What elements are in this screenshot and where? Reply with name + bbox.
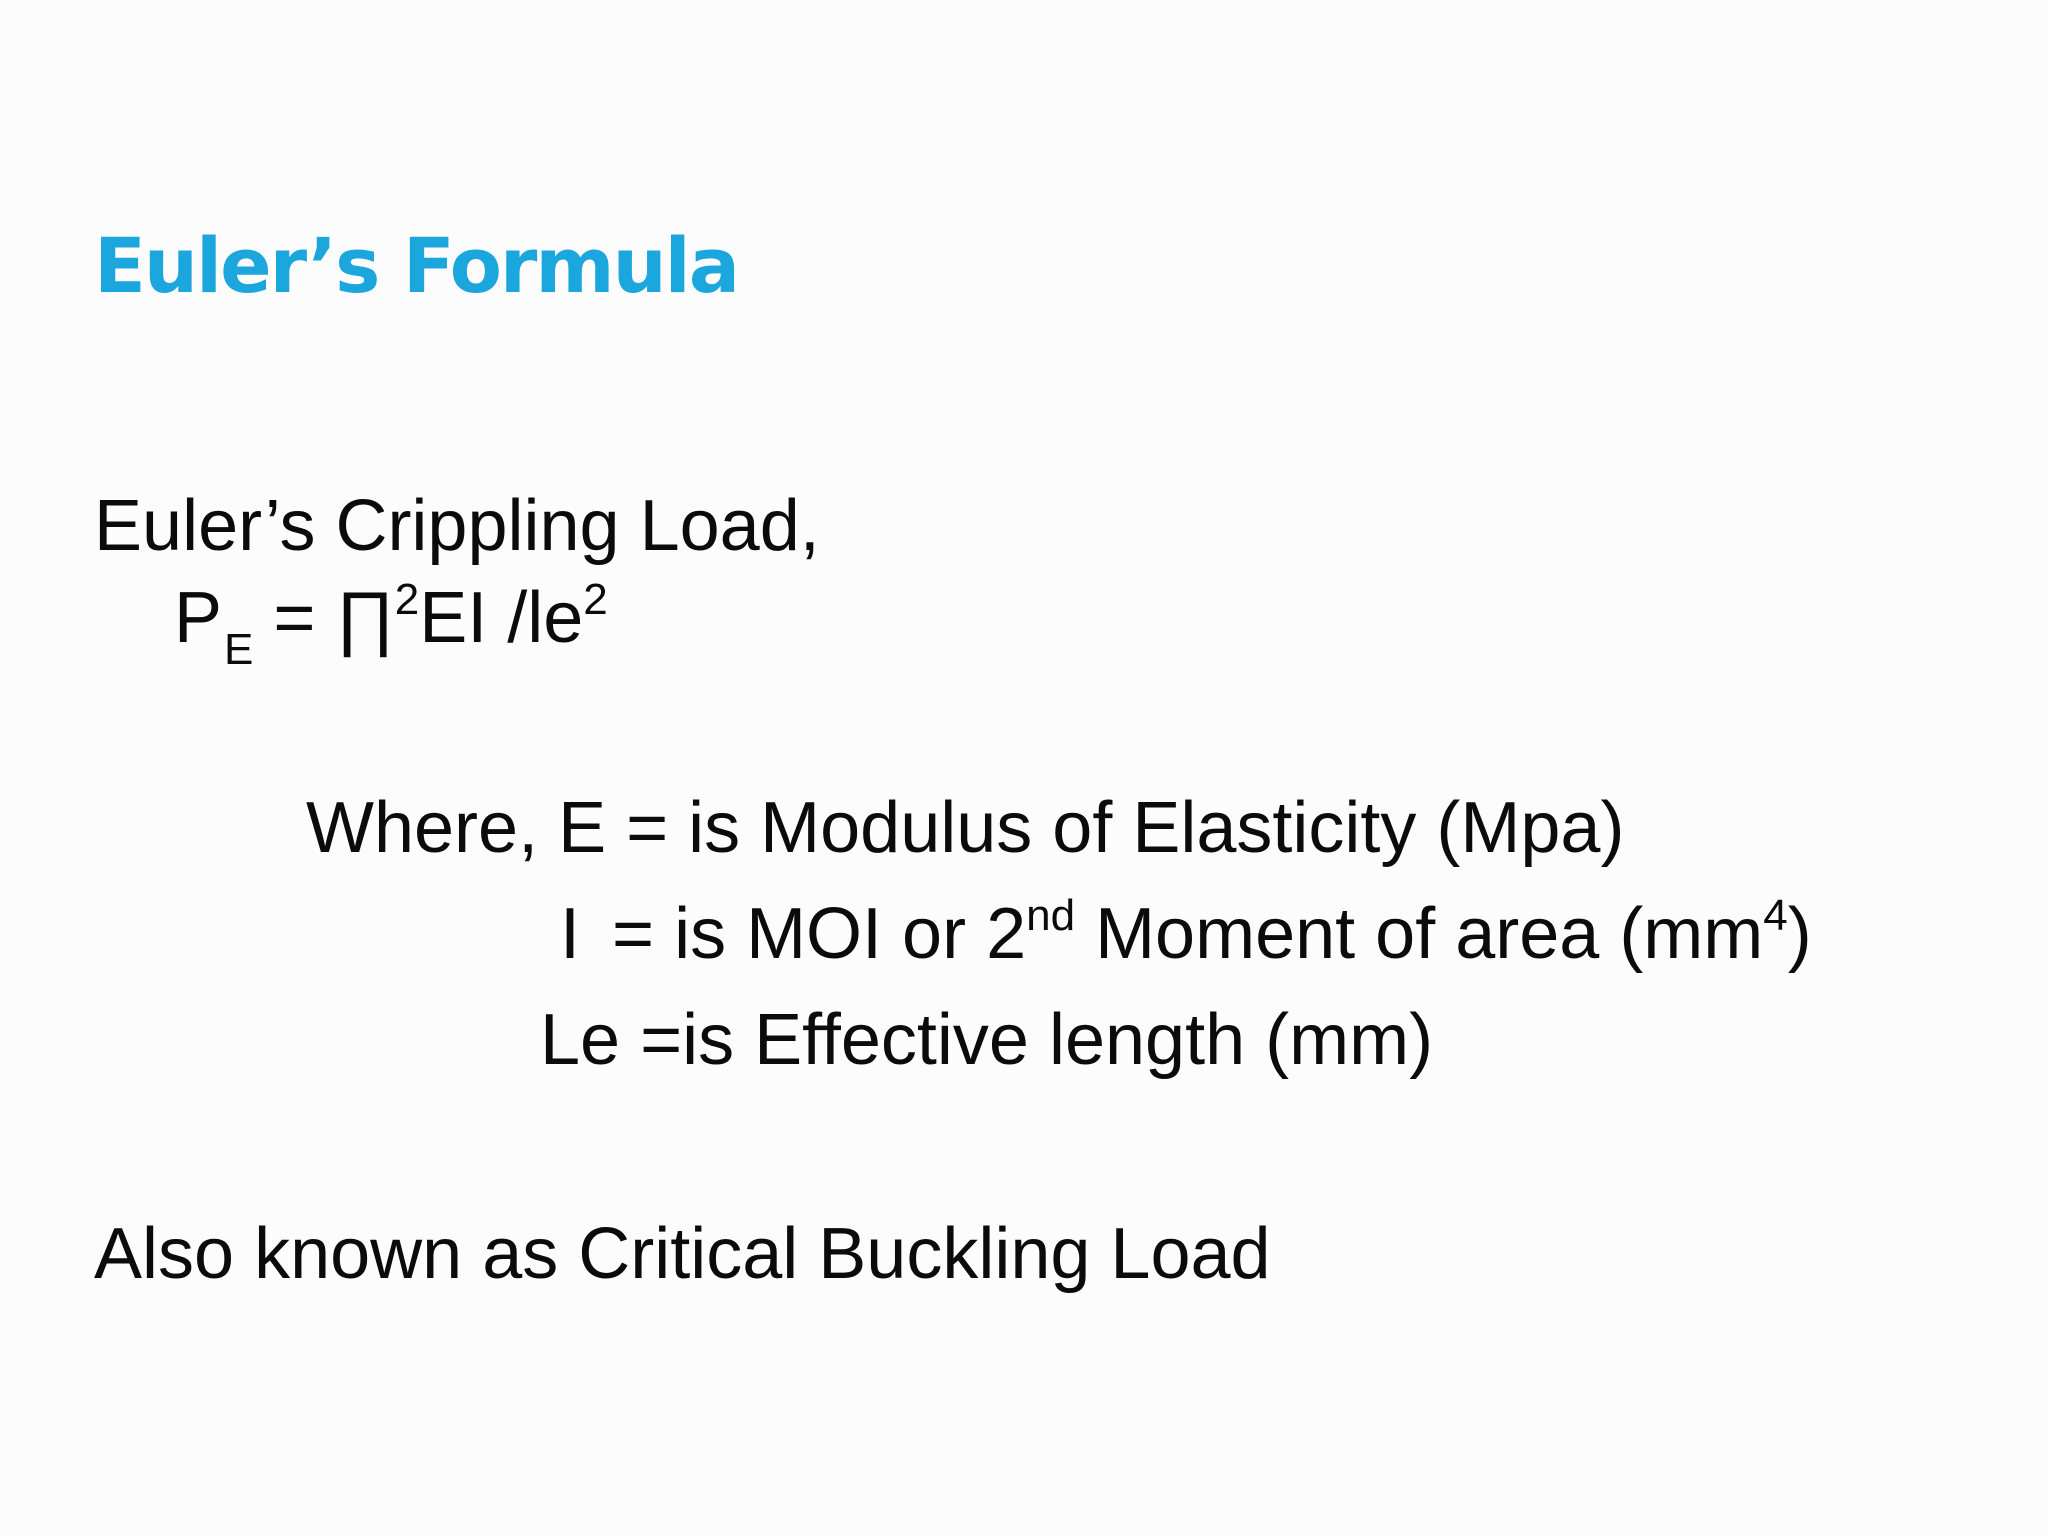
formula-p-subscript: E — [224, 625, 254, 674]
formula-pi-exponent: 2 — [394, 575, 420, 624]
where-e-definition — [306, 788, 1625, 868]
crippling-load-label: Euler’s Crippling Load, — [94, 486, 820, 566]
moi-symbol: I — [560, 894, 581, 974]
moi-text-2: Moment of area (mm — [1075, 894, 1764, 974]
formula-p: P — [174, 578, 223, 658]
formula-pi: ∏ — [335, 578, 395, 658]
moi-definition — [560, 891, 1812, 974]
formula-ei-le: EI /le — [419, 578, 584, 658]
slide-title: Euler’s Formula — [94, 221, 739, 310]
moi-close: ) — [1787, 894, 1812, 974]
formula-le-exponent: 2 — [583, 575, 608, 624]
le-definition: Le =is Effective length (mm) — [540, 1000, 1434, 1080]
where-e-text: = is Modulus of Elasticity (Mpa) — [606, 788, 1625, 868]
formula-equals: = — [253, 578, 336, 658]
moi-nd-superscript: nd — [1026, 891, 1076, 940]
euler-formula — [174, 575, 608, 674]
also-known-as: Also known as Critical Buckling Load — [94, 1214, 1271, 1294]
moi-text-1: = is MOI or 2 — [592, 894, 1027, 974]
moi-exponent: 4 — [1763, 891, 1788, 940]
where-e-prefix: Where, E — [306, 788, 607, 868]
